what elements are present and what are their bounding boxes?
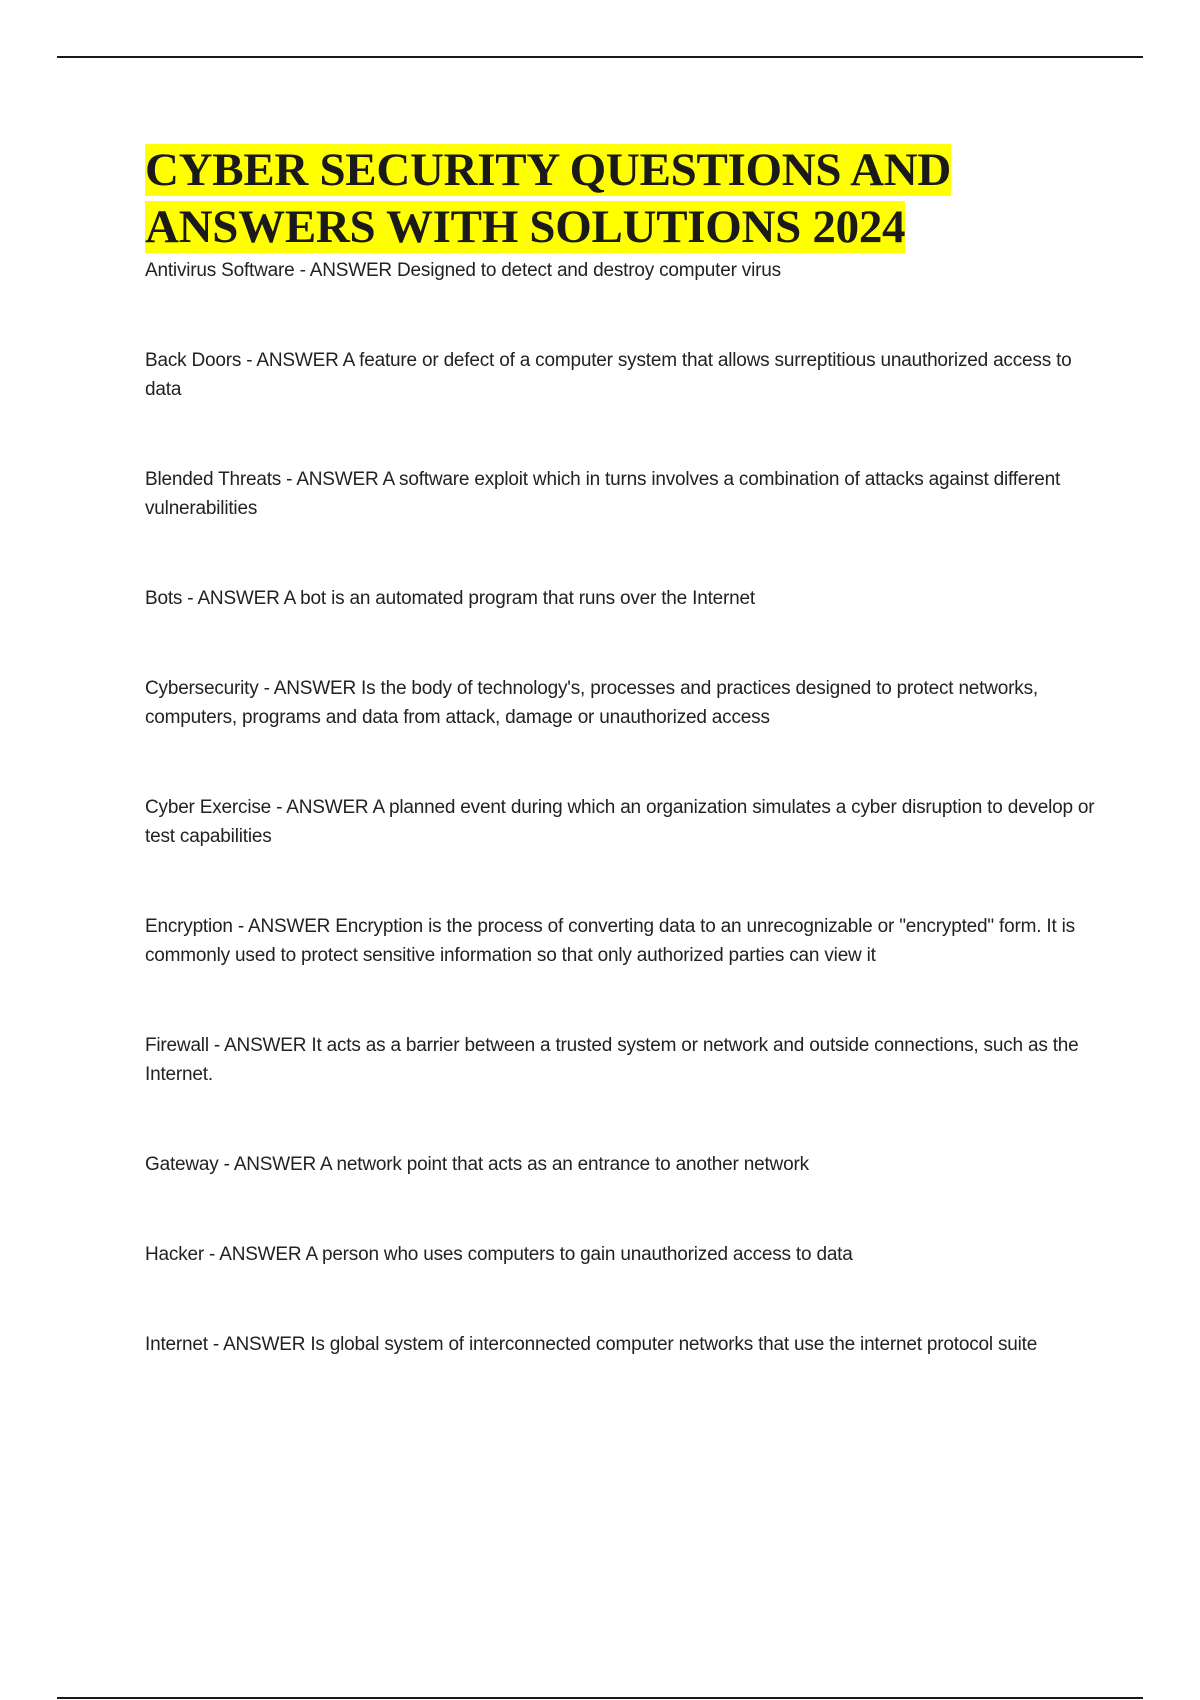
answer-entry-hacker: Hacker - ANSWER A person who uses computers to gain unauthorized access to data [145,1244,853,1265]
title-highlight: CYBER SECURITY QUESTIONS AND ANSWERS WITH SOLUTIONS 2024 [145,144,952,253]
answer-entry-gateway: Gateway - ANSWER A network point that acts as an entrance to another network [145,1154,809,1175]
document-body [145,142,1105,1359]
answer-entry-blended-threats: Blended Threats - ANSWER A software exploit which in turns involves a combination of attacks against different vulnerabilities [145,469,1061,519]
header-rule [57,56,1143,58]
answer-entry-bots: Bots - ANSWER A bot is an automated program that runs over the Internet [145,588,755,609]
answer-entry-encryption: Encryption - ANSWER Encryption is the process of converting data to an unrecognizable or "encrypted" form. It is commonly used to protect sensitive information so that only authorized parties can view it [145,916,1075,966]
answer-entry-back-doors: Back Doors - ANSWER A feature or defect of a computer system that allows surreptitious unauthorized access to data [145,350,1072,400]
answer-entry-firewall: Firewall - ANSWER It acts as a barrier between a trusted system or network and outside connections, such as the Internet. [145,1035,1079,1085]
document-title [145,142,1105,256]
answer-entry-antivirus-software: Antivirus Software - ANSWER Designed to detect and destroy computer virus [145,260,781,281]
answer-list [145,256,1105,1359]
answer-entry-cybersecurity: Cybersecurity - ANSWER Is the body of technology's, processes and practices designed to protect networks, computers, programs and data from attack, damage or unauthorized access [145,678,1038,728]
footer-rule [57,1697,1143,1699]
answer-entry-cyber-exercise: Cyber Exercise - ANSWER A planned event during which an organization simulates a cyber disruption to develop or test capabilities [145,797,1095,847]
answer-entry-internet: Internet - ANSWER Is global system of interconnected computer networks that use the internet protocol suite [145,1334,1038,1355]
